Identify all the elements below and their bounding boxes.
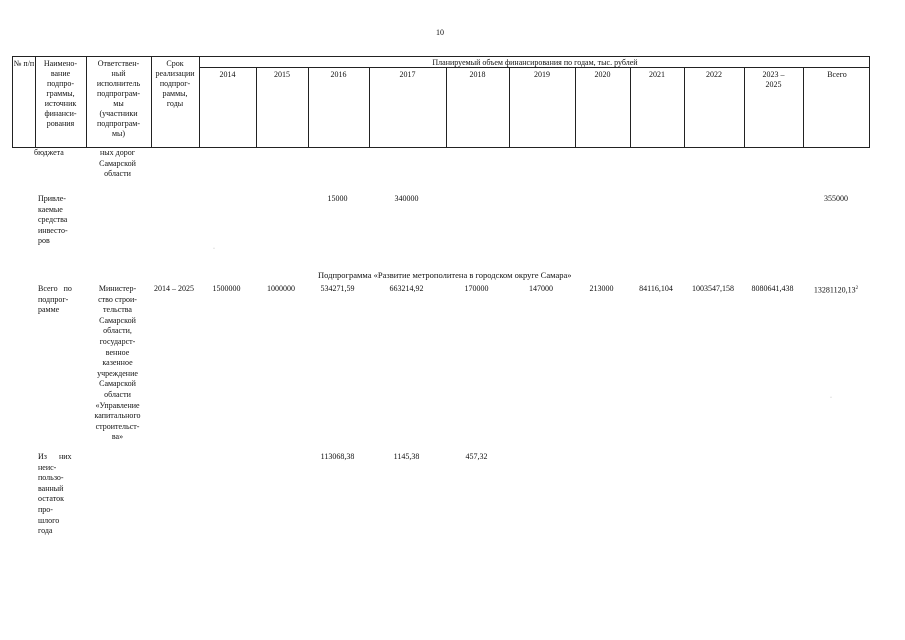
year-2014: 2014: [219, 70, 236, 79]
scan-speck: ·: [830, 395, 832, 401]
row2-total: 355000: [824, 194, 848, 203]
row2-name: Привле- каемые средства инвесто- ров: [38, 194, 68, 246]
year-2016: 2016: [330, 70, 347, 79]
row2-2017: 340000: [394, 194, 419, 203]
funding-title: Планируемый объем финансирования по годам, тыс. рублей: [432, 58, 638, 67]
row3-2014: 1500000: [212, 284, 241, 293]
row3-executor: Министер- ство строи- тельства Самарской области, государст- венное казенное учреждение Самарской области «Управление капитального строительст- ва»: [94, 284, 141, 442]
row3-2016: 534271,59: [320, 284, 355, 293]
year-2019: 2019: [534, 70, 550, 79]
row1-executor: ных дорог Самарской области: [99, 148, 136, 179]
row4-2016: 113068,38: [320, 452, 355, 461]
row3-2015: 1000000: [267, 284, 295, 293]
row3-term: 2014 – 2025: [154, 284, 194, 293]
row4-2018: 457,32: [465, 452, 488, 461]
row3-2022: 1003547,158: [692, 284, 734, 293]
row1-name: бюджета: [34, 148, 64, 157]
row3-2023-2025: 8080641,438: [751, 284, 794, 293]
year-2017: 2017: [399, 70, 416, 79]
col-term-header: Срок реализации подпрог- раммы, годы: [155, 59, 195, 108]
year-total: Всего: [827, 70, 847, 79]
year-2015: 2015: [274, 70, 290, 79]
row4-2017: 1145,38: [393, 452, 420, 461]
page-number: 10: [436, 28, 444, 37]
row3-2017: 663214,92: [389, 284, 424, 293]
row3-total: 13281120,13$^2$: [813, 285, 859, 295]
row3-2019: 147000: [529, 284, 553, 293]
year-2018: 2018: [469, 70, 486, 79]
year-2020: 2020: [594, 70, 611, 79]
row4-name: Из них неис- пользо- ванный остаток про- шлого года: [38, 452, 72, 536]
year-2023-2025: 2023 – 2025: [762, 70, 785, 89]
row3-2021: 84116,104: [639, 284, 673, 293]
table-header: [12, 56, 870, 148]
subprogram-title: Подпрограмма «Развитие метрополитена в городском округе Самара»: [318, 270, 572, 280]
row2-2016: 15000: [327, 194, 348, 203]
col-number-header: № п/п: [13, 59, 35, 68]
row3-2020: 213000: [589, 284, 614, 293]
row3-name: Всего по подпрог- рамме: [38, 284, 72, 315]
scan-speck: ·: [213, 246, 215, 252]
year-2021: 2021: [649, 70, 665, 79]
year-2022: 2022: [706, 70, 722, 79]
row3-2018: 170000: [464, 284, 489, 293]
col-executor-header: Ответствен- ный исполнитель подпрограм- мы (участники подпрограм- мы): [96, 59, 141, 138]
col-name-header: Наимено- вание подпро- граммы, источник финанси- рования: [43, 59, 78, 128]
